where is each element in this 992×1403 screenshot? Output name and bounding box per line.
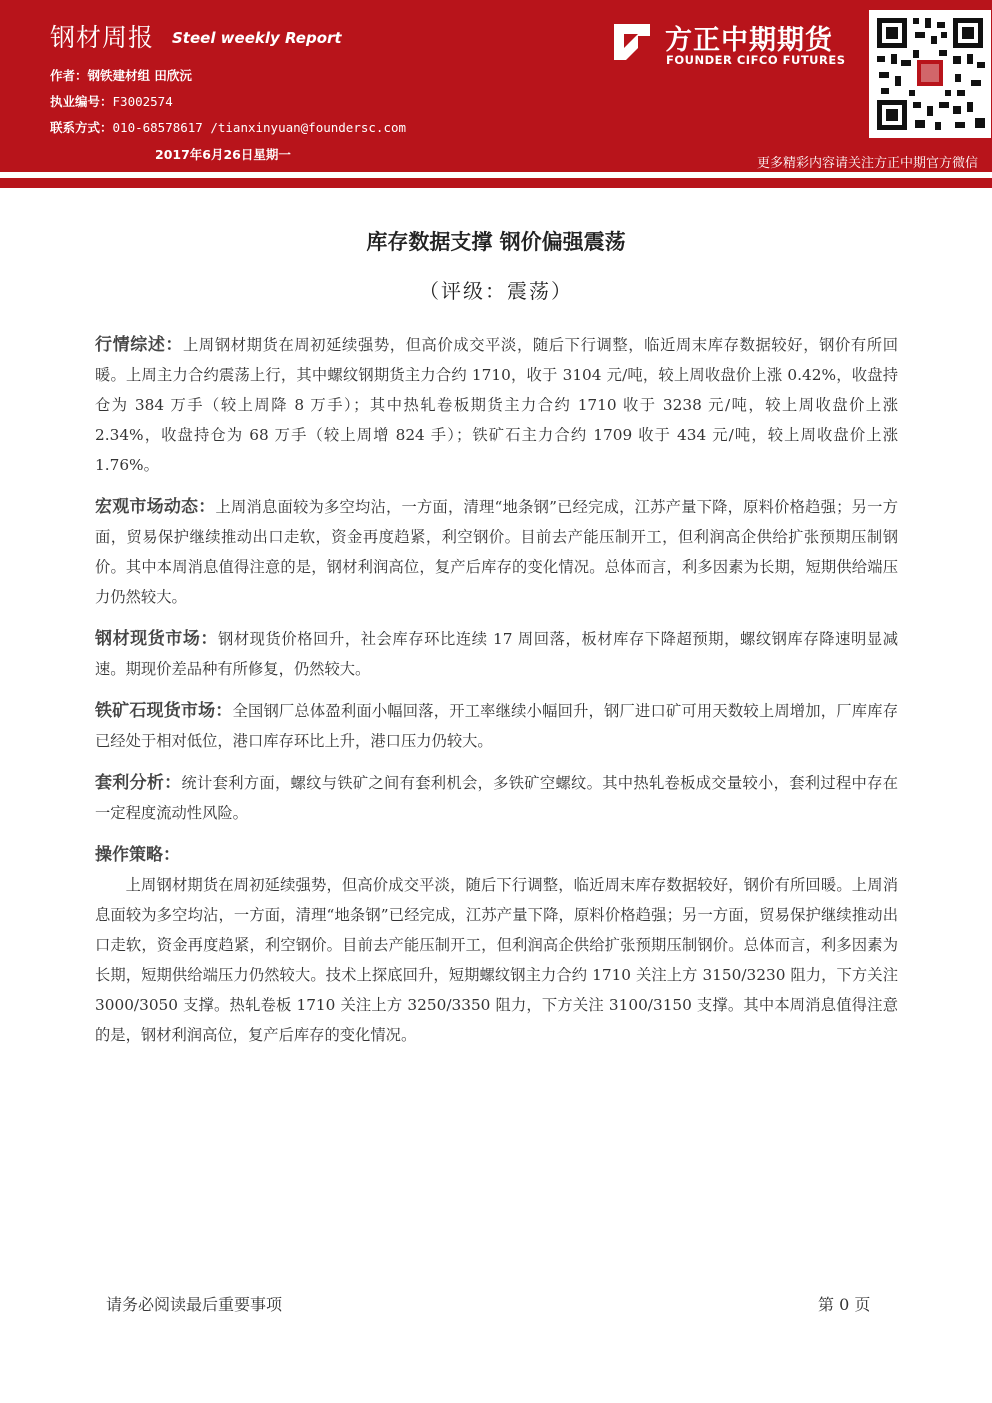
footer-notice: 请务必阅读最后重要事项 bbox=[106, 1295, 283, 1314]
section-label: 铁矿石现货市场： bbox=[95, 701, 233, 721]
author-line bbox=[50, 66, 192, 84]
section-text: 上周钢材期货在周初延续强势，但高价成交平淡，随后下行调整，临近周末库存数据较好，钢价有所回暖。上周主力合约震荡上行，其中螺纹钢期货主力合约 1710，收于 3104 元/吨，较上周收盘价上涨 0.42%，收盘持仓为 384 万手（较上周降 8 万手）；其中热轧卷板期货主力合约 1710 收于 3238 元/吨，较上周收盘价上涨 2.34%，收盘持仓为 68 万手（较上周增 824 手）；铁矿石主力合约 1709 收于 434 元/吨，较上周收盘价上涨 1.76%。 bbox=[95, 336, 898, 474]
header-divider bbox=[0, 178, 992, 188]
contact-value: 010-68578617 /tianxinyuan@foundersc.com bbox=[112, 120, 407, 135]
license-value: F3002574 bbox=[112, 94, 173, 109]
section-label: 宏观市场动态： bbox=[95, 497, 216, 517]
section-text: 全国钢厂总体盈利面小幅回落，开工率继续小幅回升，钢厂进口矿可用天数较上周增加，厂库库存已经处于相对低位，港口库存环比上升，港口压力仍较大。 bbox=[95, 702, 898, 750]
author-label: 作者： bbox=[50, 68, 88, 83]
section-macro bbox=[95, 492, 898, 612]
report-header bbox=[0, 0, 992, 172]
qr-code-icon bbox=[869, 10, 991, 138]
report-rating: （评级：震荡） bbox=[419, 279, 573, 303]
wechat-follow-text: 更多精彩内容请关注方正中期官方微信 bbox=[756, 156, 978, 171]
contact-label: 联系方式： bbox=[50, 120, 113, 135]
section-text: 钢材现货价格回升，社会库存环比连续 17 周回落，板材库存下降超预期，螺纹钢库存降速明显减速。期现价差品种有所修复，仍然较大。 bbox=[95, 630, 898, 678]
company-name-en: FOUNDER CIFCO FUTURES bbox=[666, 53, 846, 67]
section-text: 统计套利方面，螺纹与铁矿之间有套利机会，多铁矿空螺纹。其中热轧卷板成交量较小，套利过程中存在一定程度流动性风险。 bbox=[95, 774, 898, 822]
wechat-qr-code bbox=[869, 10, 991, 138]
license-line bbox=[50, 92, 173, 110]
report-date: 2017年6月26日星期一 bbox=[155, 147, 291, 162]
report-title: 库存数据支撑 钢价偏强震荡 bbox=[366, 230, 626, 254]
page-number: 第 0 页 bbox=[818, 1295, 871, 1314]
company-logo bbox=[608, 18, 863, 70]
strategy-label: 操作策略： bbox=[95, 845, 180, 865]
company-name-cn: 方正中期期货 bbox=[665, 25, 833, 56]
contact-line bbox=[50, 118, 406, 136]
report-series-title: 钢材周报 bbox=[50, 23, 155, 52]
section-text: 上周消息面较为多空均沾，一方面，清理“地条钢”已经完成，江苏产量下降，原料价格趋强；另一方面，贸易保护继续推动出口走软，资金再度趋紧，利空钢价。目前去产能压制开工，但利润高企供给扩张预期压制钢价。其中本周消息值得注意的是，钢材利润高位，复产后库存的变化情况。总体而言，利多因素为长期，短期供给端压力仍然较大。 bbox=[95, 498, 898, 606]
author-value: 钢铁建材组 田欣沅 bbox=[87, 68, 192, 83]
section-label: 行情综述： bbox=[95, 335, 184, 355]
section-arbitrage bbox=[95, 768, 898, 828]
section-iron-ore-spot bbox=[95, 696, 898, 756]
company-logo-mark-icon bbox=[608, 18, 656, 66]
strategy-text: 上周钢材期货在周初延续强势，但高价成交平淡，随后下行调整，临近周末库存数据较好，钢价有所回暖。上周消息面较为多空均沾，一方面，清理“地条钢”已经完成，江苏产量下降，原料价格趋强；另一方面，贸易保护继续推动出口走软，资金再度趋紧，利空钢价。目前去产能压制开工，但利润高企供给扩张预期压制钢价。总体而言，利多因素为长期，短期供给端压力仍然较大。技术上探底回升，短期螺纹钢主力合约 1710 关注上方 3150/3230 阻力，下方关注 3000/3050 支撑。热轧卷板 1710 关注上方 3250/3350 阻力，下方关注 3100/3150 支撑。其中本周消息值得注意的是，钢材利润高位，复产后库存的变化情况。 bbox=[95, 876, 898, 1044]
report-body bbox=[95, 330, 898, 1050]
license-label: 执业编号： bbox=[50, 94, 113, 109]
section-market-summary bbox=[95, 330, 898, 480]
section-label: 套利分析： bbox=[95, 773, 182, 793]
section-steel-spot bbox=[95, 624, 898, 684]
report-series-title-en: Steel weekly Report bbox=[172, 29, 342, 47]
section-label: 钢材现货市场： bbox=[95, 629, 218, 649]
